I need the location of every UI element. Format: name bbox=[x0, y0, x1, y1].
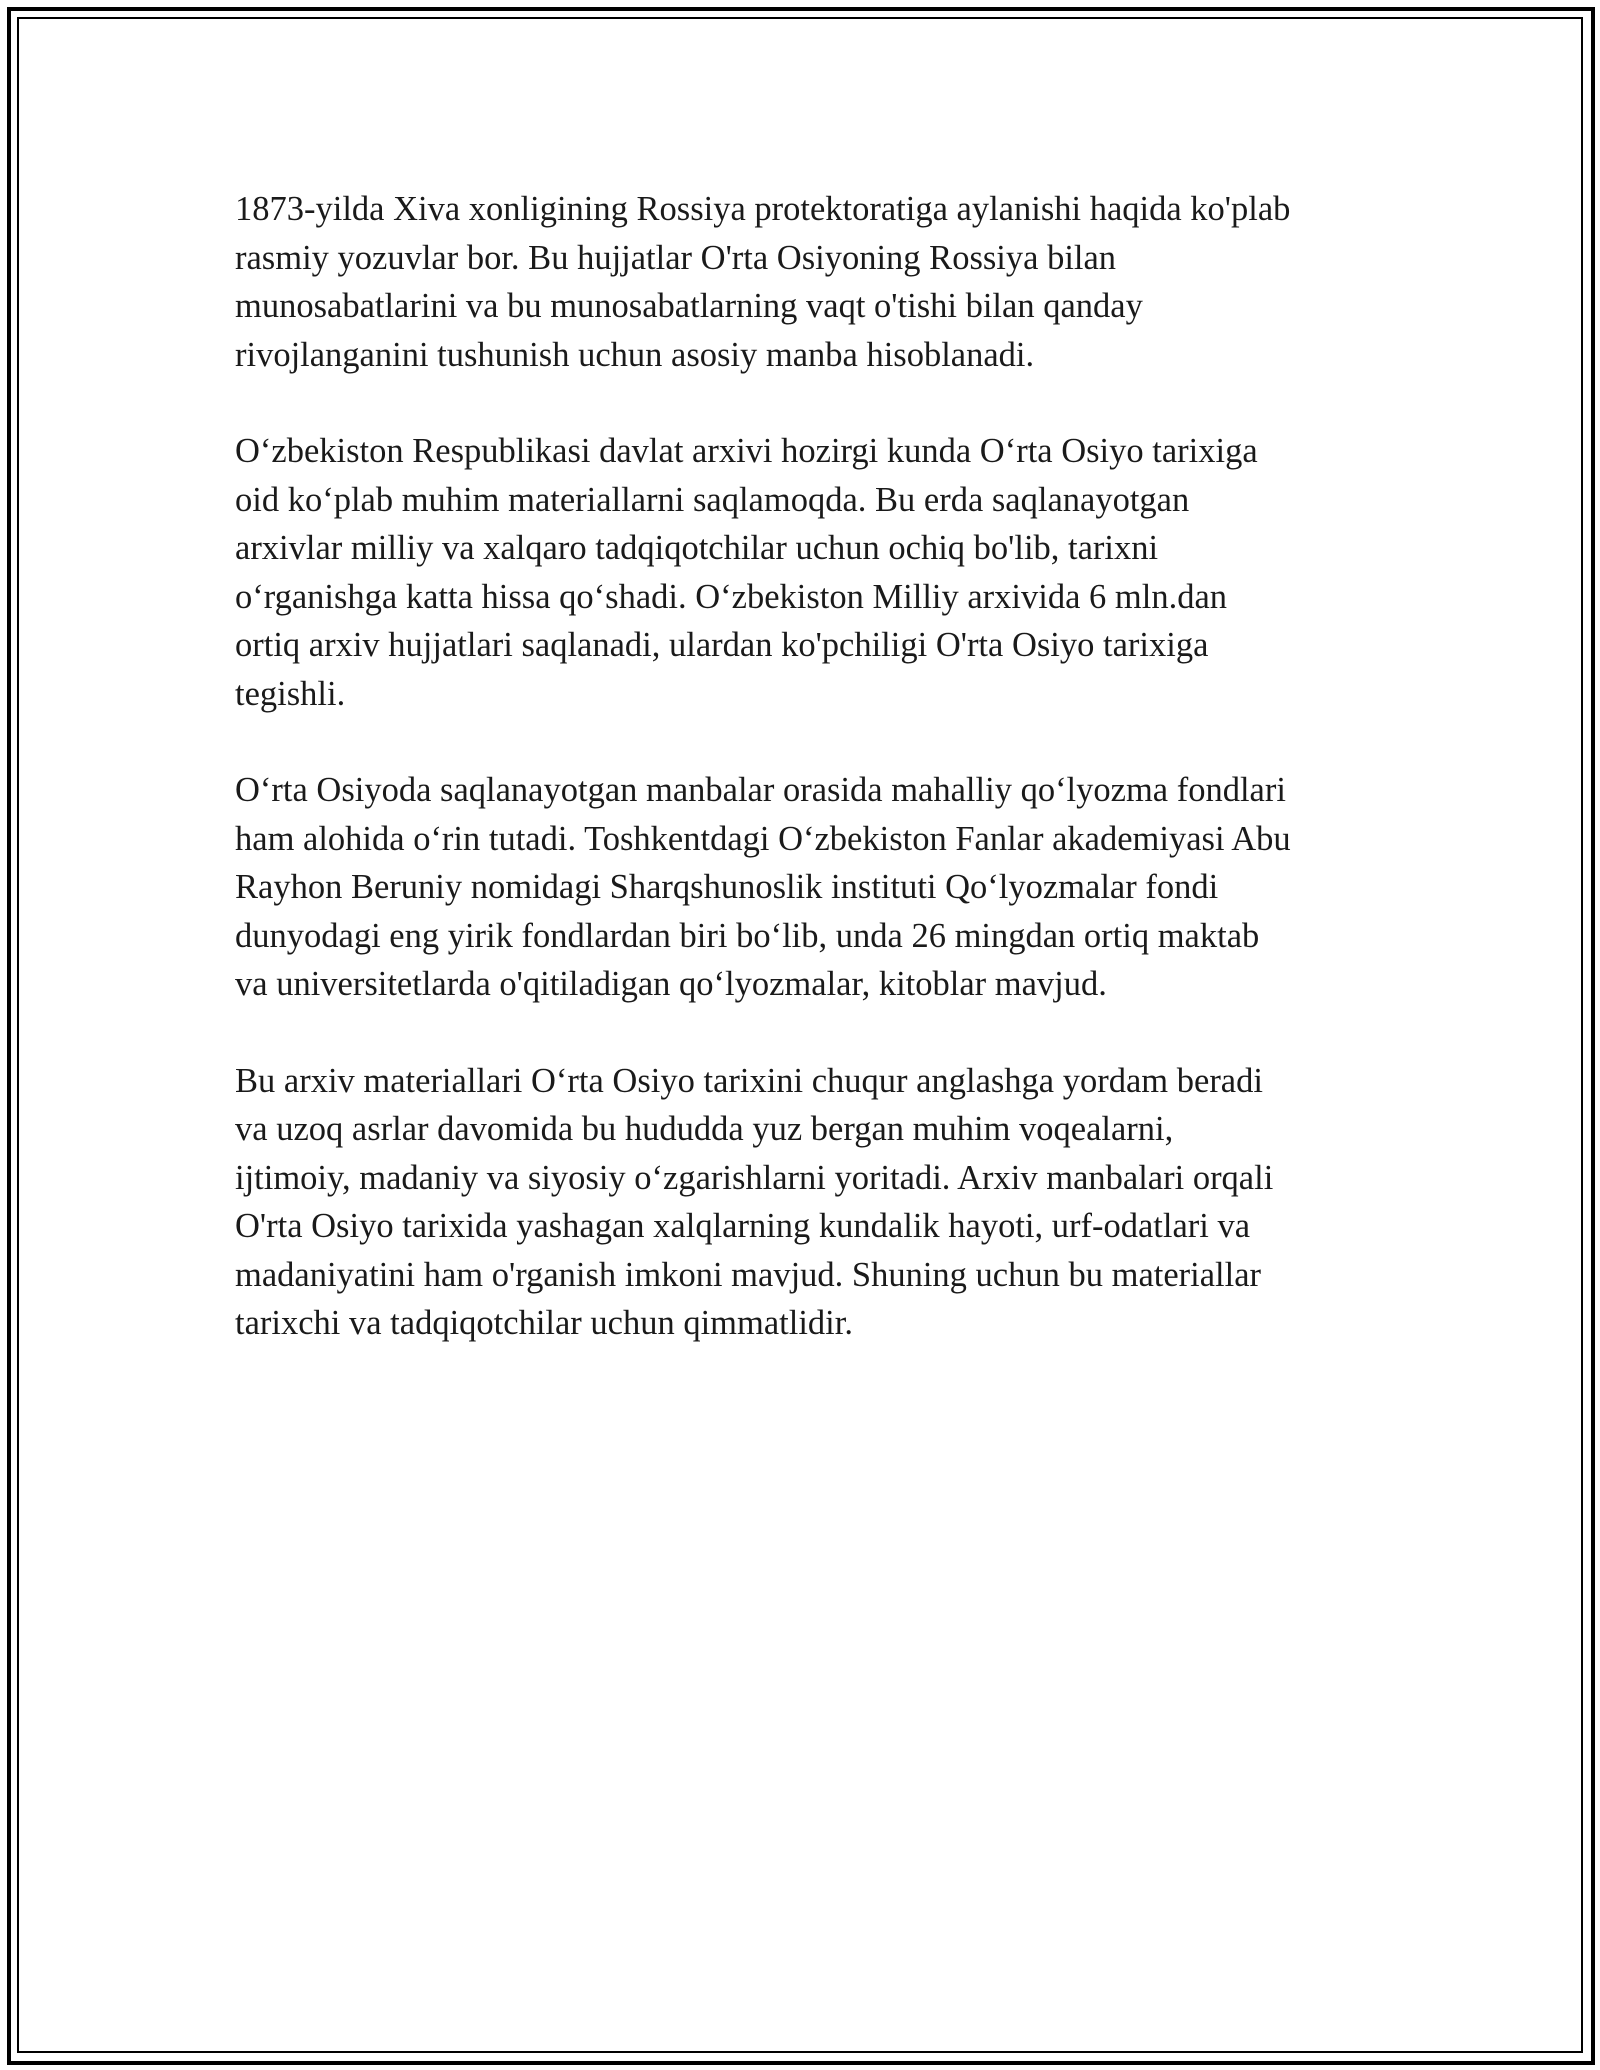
text-line: va universitetlarda o'qitiladigan qo‘lyozmalar, kitoblar mavjud. bbox=[235, 965, 1107, 1003]
document-body bbox=[235, 185, 1375, 1396]
text-line: munosabatlarini va bu munosabatlarning vaqt o'tishi bilan qanday bbox=[235, 287, 1143, 325]
text-line: dunyodagi eng yirik fondlardan biri bo‘lib, unda 26 mingdan ortiq maktab bbox=[235, 916, 1260, 955]
text-line: O'rta Osiyo tarixida yashagan xalqlarning kundalik hayoti, urf-odatlari va bbox=[235, 1207, 1251, 1245]
paragraph-2 bbox=[235, 427, 1375, 718]
text-line: 1873-yilda Xiva xonligining Rossiya protektoratiga aylanishi haqida ko'plab bbox=[235, 190, 1291, 228]
text-line: rasmiy yozuvlar bor. Bu hujjatlar O'rta Osiyoning Rossiya bilan bbox=[235, 238, 1117, 277]
text-line: Rayhon Beruniy nomidagi Sharqshunoslik instituti Qo‘lyozmalar fondi bbox=[235, 868, 1219, 906]
text-line: o‘rganishga katta hissa qo‘shadi. O‘zbekiston Milliy arxivida 6 mln.dan bbox=[235, 577, 1228, 616]
text-line: ham alohida o‘rin tutadi. Toshkentdagi O‘zbekiston Fanlar akademiyasi Abu bbox=[235, 819, 1291, 858]
text-line: O‘rta Osiyoda saqlanayotgan manbalar orasida mahalliy qo‘lyozma fondlari bbox=[235, 771, 1286, 809]
text-line: ortiq arxiv hujjatlari saqlanadi, ulardan ko'pchiligi O'rta Osiyo tarixiga bbox=[235, 626, 1209, 664]
text-line: tarixchi va tadqiqotchilar uchun qimmatlidir. bbox=[235, 1304, 853, 1342]
text-line: arxivlar milliy va xalqaro tadqiqotchilar uchun ochiq bo'lib, tarixni bbox=[235, 529, 1159, 567]
text-line: rivojlanganini tushunish uchun asosiy manba hisoblanadi. bbox=[235, 335, 1035, 374]
paragraph-1 bbox=[235, 185, 1375, 379]
text-line: va uzoq asrlar davomida bu hududda yuz bergan muhim voqealarni, bbox=[235, 1110, 1174, 1148]
paragraph-4 bbox=[235, 1057, 1375, 1348]
text-line: madaniyatini ham o'rganish imkoni mavjud. Shuning uchun bu materiallar bbox=[235, 1255, 1262, 1294]
text-line: Bu arxiv materiallari O‘rta Osiyo tarixini chuqur anglashga yordam beradi bbox=[235, 1061, 1263, 1100]
text-line: ijtimoiy, madaniy va siyosiy o‘zgarishlarni yoritadi. Arxiv manbalari orqali bbox=[235, 1158, 1274, 1197]
text-line: O‘zbekiston Respublikasi davlat arxivi hozirgi kunda O‘rta Osiyo tarixiga bbox=[235, 432, 1258, 470]
paragraph-3 bbox=[235, 766, 1375, 1009]
text-line: tegishli. bbox=[235, 674, 346, 713]
text-line: oid ko‘plab muhim materiallarni saqlamoqda. Bu erda saqlanayotgan bbox=[235, 480, 1190, 519]
